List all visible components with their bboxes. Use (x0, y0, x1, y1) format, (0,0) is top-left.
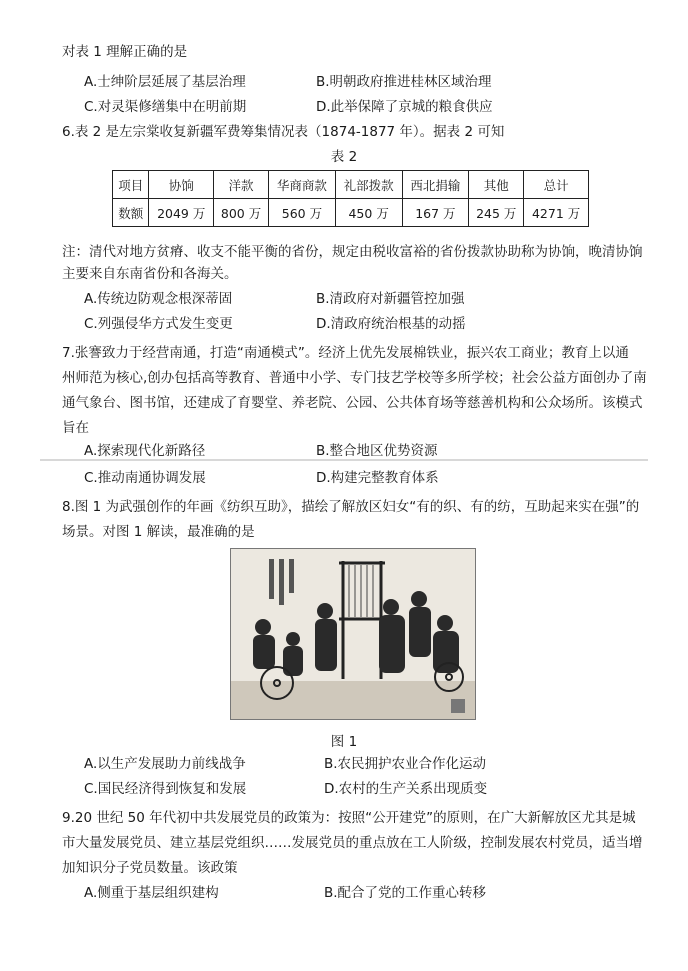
woodcut-illustration (231, 549, 475, 719)
q6-note-line-1: 注：清代对地方贫瘠、收支不能平衡的省份，规定由税收富裕的省份拨款协助称为协饷，晚清协饷 (62, 244, 643, 260)
table-header-cell: 洋款 (214, 171, 269, 199)
table-cell: 800 万 (214, 199, 269, 227)
q5-option-d: D.此举保障了京城的粮食供应 (316, 99, 493, 115)
q7-option-b: B.整合地区优势资源 (316, 443, 438, 459)
q5-option-b: B.明朝政府推进桂林区域治理 (316, 74, 492, 90)
figure-1-caption: 图 1 (330, 734, 358, 750)
table-cell: 450 万 (335, 199, 402, 227)
q8-option-d: D.农村的生产关系出现质变 (324, 781, 488, 797)
table-header-cell: 协饷 (149, 171, 214, 199)
q8-option-c: C.国民经济得到恢复和发展 (84, 781, 247, 797)
scan-fold-divider (40, 459, 648, 461)
table-cell: 2049 万 (149, 199, 214, 227)
q7-stem-line-4: 旨在 (62, 420, 89, 436)
table-cell: 数额 (113, 199, 149, 227)
q7-option-c: C.推动南通协调发展 (84, 470, 206, 486)
table-cell: 560 万 (269, 199, 336, 227)
table-cell: 4271 万 (524, 199, 589, 227)
figure-1-woodcut-image (230, 548, 476, 720)
q6-note-line-2: 主要来自东南省份和各海关。 (62, 266, 238, 282)
q8-stem-line-2: 场景。对图 1 解读，最准确的是 (62, 524, 255, 540)
table-2-title: 表 2 (330, 149, 358, 165)
q6-option-c: C.列强侵华方式发生变更 (84, 316, 233, 332)
q7-stem-line-1: 7.张謇致力于经营南通，打造“南通模式”。经济上优先发展棉铁业，振兴农工商业；教育上以通 (62, 345, 629, 361)
q6-stem: 6.表 2 是左宗棠收复新疆军费筹集情况表（1874-1877 年）。据表 2 可知 (62, 124, 505, 140)
q9-stem-line-2: 市大量发展党员、建立基层党组织……发展党员的重点放在工人阶级，控制发展农村党员，适当增 (62, 835, 643, 851)
table-row (113, 199, 589, 227)
q5-option-c: C.对灵渠修缮集中在明前期 (84, 99, 247, 115)
table-cell: 245 万 (469, 199, 524, 227)
q8-option-a: A.以生产发展助力前线战争 (84, 756, 246, 772)
table-header-cell: 礼部拨款 (335, 171, 402, 199)
q6-option-a: A.传统边防观念根深蒂固 (84, 291, 233, 307)
q6-option-d: D.清政府统治根基的动摇 (316, 316, 466, 332)
q9-stem-line-3: 加知识分子党员数量。该政策 (62, 860, 238, 876)
q6-option-b: B.清政府对新疆管控加强 (316, 291, 465, 307)
q7-option-a: A.探索现代化新路径 (84, 443, 206, 459)
table-header-cell: 项目 (113, 171, 149, 199)
q9-option-a: A.侧重于基层组织建构 (84, 885, 219, 901)
q7-option-d: D.构建完整教育体系 (316, 470, 439, 486)
table-header-cell: 华商商款 (269, 171, 336, 199)
q5-option-a: A.士绅阶层延展了基层治理 (84, 74, 246, 90)
table-header-cell: 其他 (469, 171, 524, 199)
q9-option-b: B.配合了党的工作重心转移 (324, 885, 487, 901)
table-header-cell: 西北捐输 (402, 171, 469, 199)
q7-stem-line-3: 通气象台、图书馆，还建成了育婴堂、养老院、公园、公共体育场等慈善机构和公众场所。该模式 (62, 395, 643, 411)
q5-stem: 对表 1 理解正确的是 (62, 44, 188, 60)
q9-stem-line-1: 9.20 世纪 50 年代初中共发展党员的政策为：按照“公开建党”的原则，在广大新解放区尤其是城 (62, 810, 636, 826)
table-cell: 167 万 (402, 199, 469, 227)
table-2 (112, 170, 589, 227)
table-header-cell: 总计 (524, 171, 589, 199)
q8-stem-line-1: 8.图 1 为武强创作的年画《纺织互助》，描绘了解放区妇女“有的织、有的纺，互助起来实在强”的 (62, 499, 640, 515)
table-header-row (113, 171, 589, 199)
q8-option-b: B.农民拥护农业合作化运动 (324, 756, 487, 772)
q7-stem-line-2: 州师范为核心,创办包括高等教育、普通中小学、专门技艺学校等多所学校；社会公益方面创办了南 (62, 370, 647, 386)
